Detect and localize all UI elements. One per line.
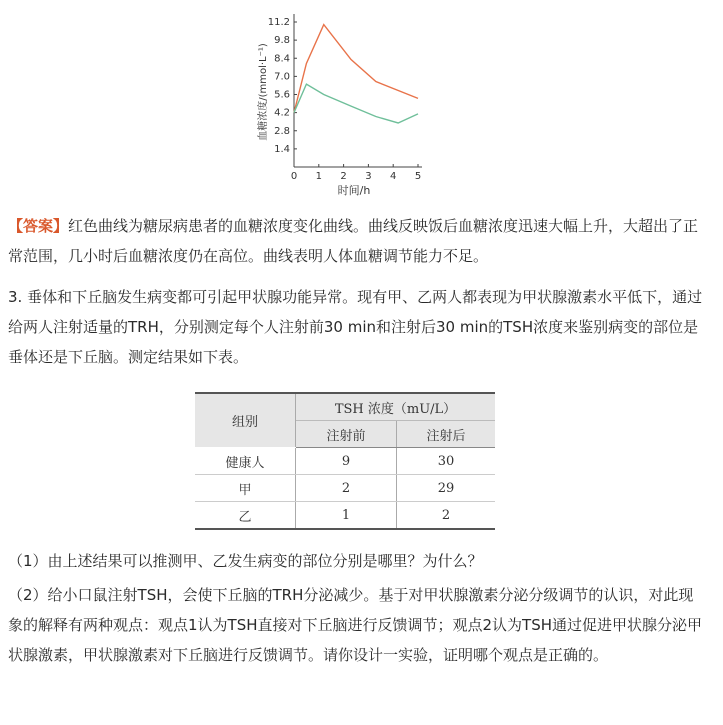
chart-axes: [294, 14, 422, 167]
table-row: [195, 502, 495, 530]
x-tick-label: 3: [365, 171, 372, 182]
y-tick-label: 8.4: [274, 53, 290, 65]
row-after: 29: [397, 475, 496, 502]
table-row: [195, 475, 495, 502]
healthy-glucose-line: [294, 84, 418, 123]
table-row: [195, 448, 495, 475]
y-tick-label: 1.4: [274, 143, 290, 155]
row-before: 9: [296, 448, 397, 475]
y-tick-label: 2.8: [274, 125, 290, 137]
x-axis-label: 时间/h: [337, 184, 371, 197]
chart-series: [294, 25, 418, 123]
x-tick-label: 4: [390, 171, 397, 182]
answer-tag: 【答案】: [8, 217, 69, 235]
tsh-header: TSH 浓度（mU/L）: [296, 393, 496, 421]
row-group: 甲: [195, 475, 296, 502]
y-axis-label: 血糖浓度/(mmol·L⁻¹): [258, 43, 269, 141]
row-before: 2: [296, 475, 397, 502]
group-header: 组别: [195, 393, 296, 448]
answer-text: 红色曲线为糖尿病患者的血糖浓度变化曲线。曲线反映饭后血糖浓度迅速大幅上升，大超出了正常范围，几小时后血糖浓度仍在高位。曲线表明人体血糖调节能力不足。: [8, 217, 699, 265]
answer-paragraph: [8, 211, 708, 271]
x-tick-label: 0: [290, 171, 298, 182]
row-after: 2: [397, 502, 496, 530]
row-group: 乙: [195, 502, 296, 530]
x-tick-label: 2: [340, 171, 347, 182]
diabetic-glucose-line: [294, 25, 418, 113]
blood-glucose-chart: [240, 0, 440, 200]
chart-ticks: [268, 17, 421, 182]
after-header: 注射后: [397, 421, 496, 448]
y-tick-label: 11.2: [267, 17, 290, 28]
y-tick-label: 5.6: [274, 89, 290, 101]
x-tick-label: 1: [315, 171, 322, 182]
question3-intro: 3. 垂体和下丘脑发生病变都可引起甲状腺功能异常。现有甲、乙两人都表现为甲状腺激素水平低下，通过给两人注射适量的TRH，分别测定每个人注射前30 min和注射后30 min的TSH浓度来鉴别病变的部位是垂体还是下丘脑。测定结果如下表。: [8, 288, 703, 366]
row-group: 健康人: [195, 448, 296, 475]
y-tick-label: 4.2: [274, 107, 290, 119]
before-header: 注射前: [296, 421, 397, 448]
question3-sub1: （1）由上述结果可以推测甲、乙发生病变的部位分别是哪里？为什么？: [8, 552, 483, 570]
row-after: 30: [397, 448, 496, 475]
row-before: 1: [296, 502, 397, 530]
x-tick-label: 5: [414, 171, 422, 182]
y-tick-label: 9.8: [274, 35, 290, 47]
question3-sub2: （2）给小口鼠注射TSH，会使下丘脑的TRH分泌减少。基于对甲状腺激素分泌分级调节的认识，对此现象的解释有两种观点：观点1认为TSH直接对下丘脑进行反馈调节；观点2认为TSH通过促进甲状腺分泌甲状腺激素，甲状腺激素对下丘脑进行反馈调节。请你设计一实验，证明哪个观点是正确的。: [8, 586, 703, 664]
tsh-table: [195, 392, 495, 530]
y-tick-label: 7.0: [274, 71, 290, 83]
